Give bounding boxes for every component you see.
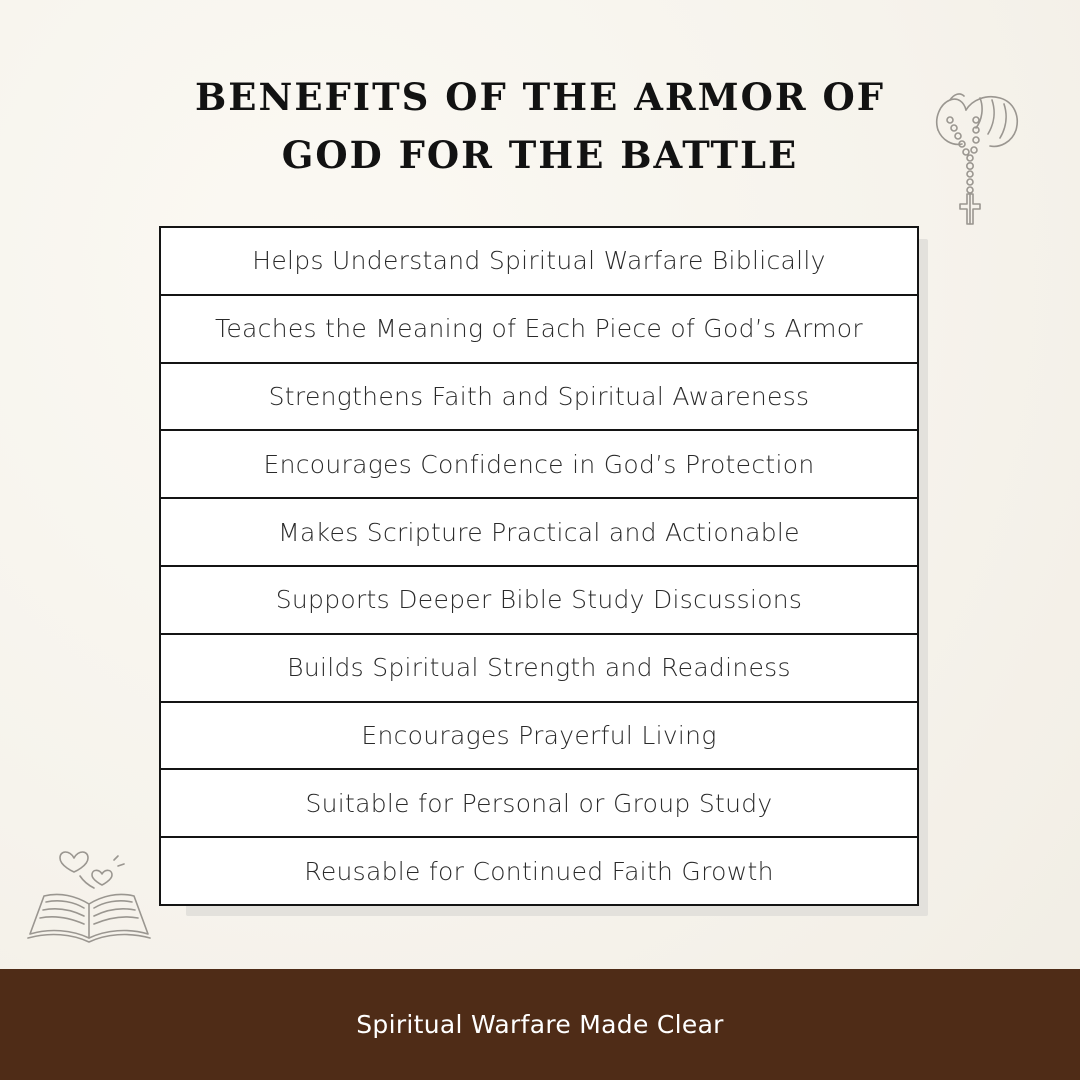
- table-row: Reusable for Continued Faith Growth: [304, 856, 774, 886]
- table-row: Strengthens Faith and Spiritual Awareness: [161, 364, 917, 432]
- table-row: Makes Scripture Practical and Actionable: [161, 499, 917, 567]
- title-line-1: BENEFITS OF THE ARMOR OF: [195, 75, 885, 119]
- table-row: Helps Understand Spiritual Warfare Biblically: [161, 228, 917, 296]
- table-row: Encourages Confidence in God’s Protection: [161, 431, 917, 499]
- benefits-table: [159, 226, 919, 906]
- footer-text: Spiritual Warfare Made Clear: [356, 1010, 724, 1039]
- footer-bar: [0, 969, 1080, 1080]
- praying-hands-rosary-icon: [920, 90, 1030, 230]
- table-row: Encourages Prayerful Living: [161, 703, 917, 771]
- table-row: Suitable for Personal or Group Study: [161, 770, 917, 838]
- table-row: Teaches the Meaning of Each Piece of God’s Armor: [161, 296, 917, 364]
- page-title: [140, 68, 940, 184]
- title-line-2: GOD FOR THE BATTLE: [281, 133, 799, 177]
- table-row: Builds Spiritual Strength and Readiness: [161, 635, 917, 703]
- table-row: Supports Deeper Bible Study Discussions: [161, 567, 917, 635]
- open-bible-hearts-icon: [24, 838, 154, 948]
